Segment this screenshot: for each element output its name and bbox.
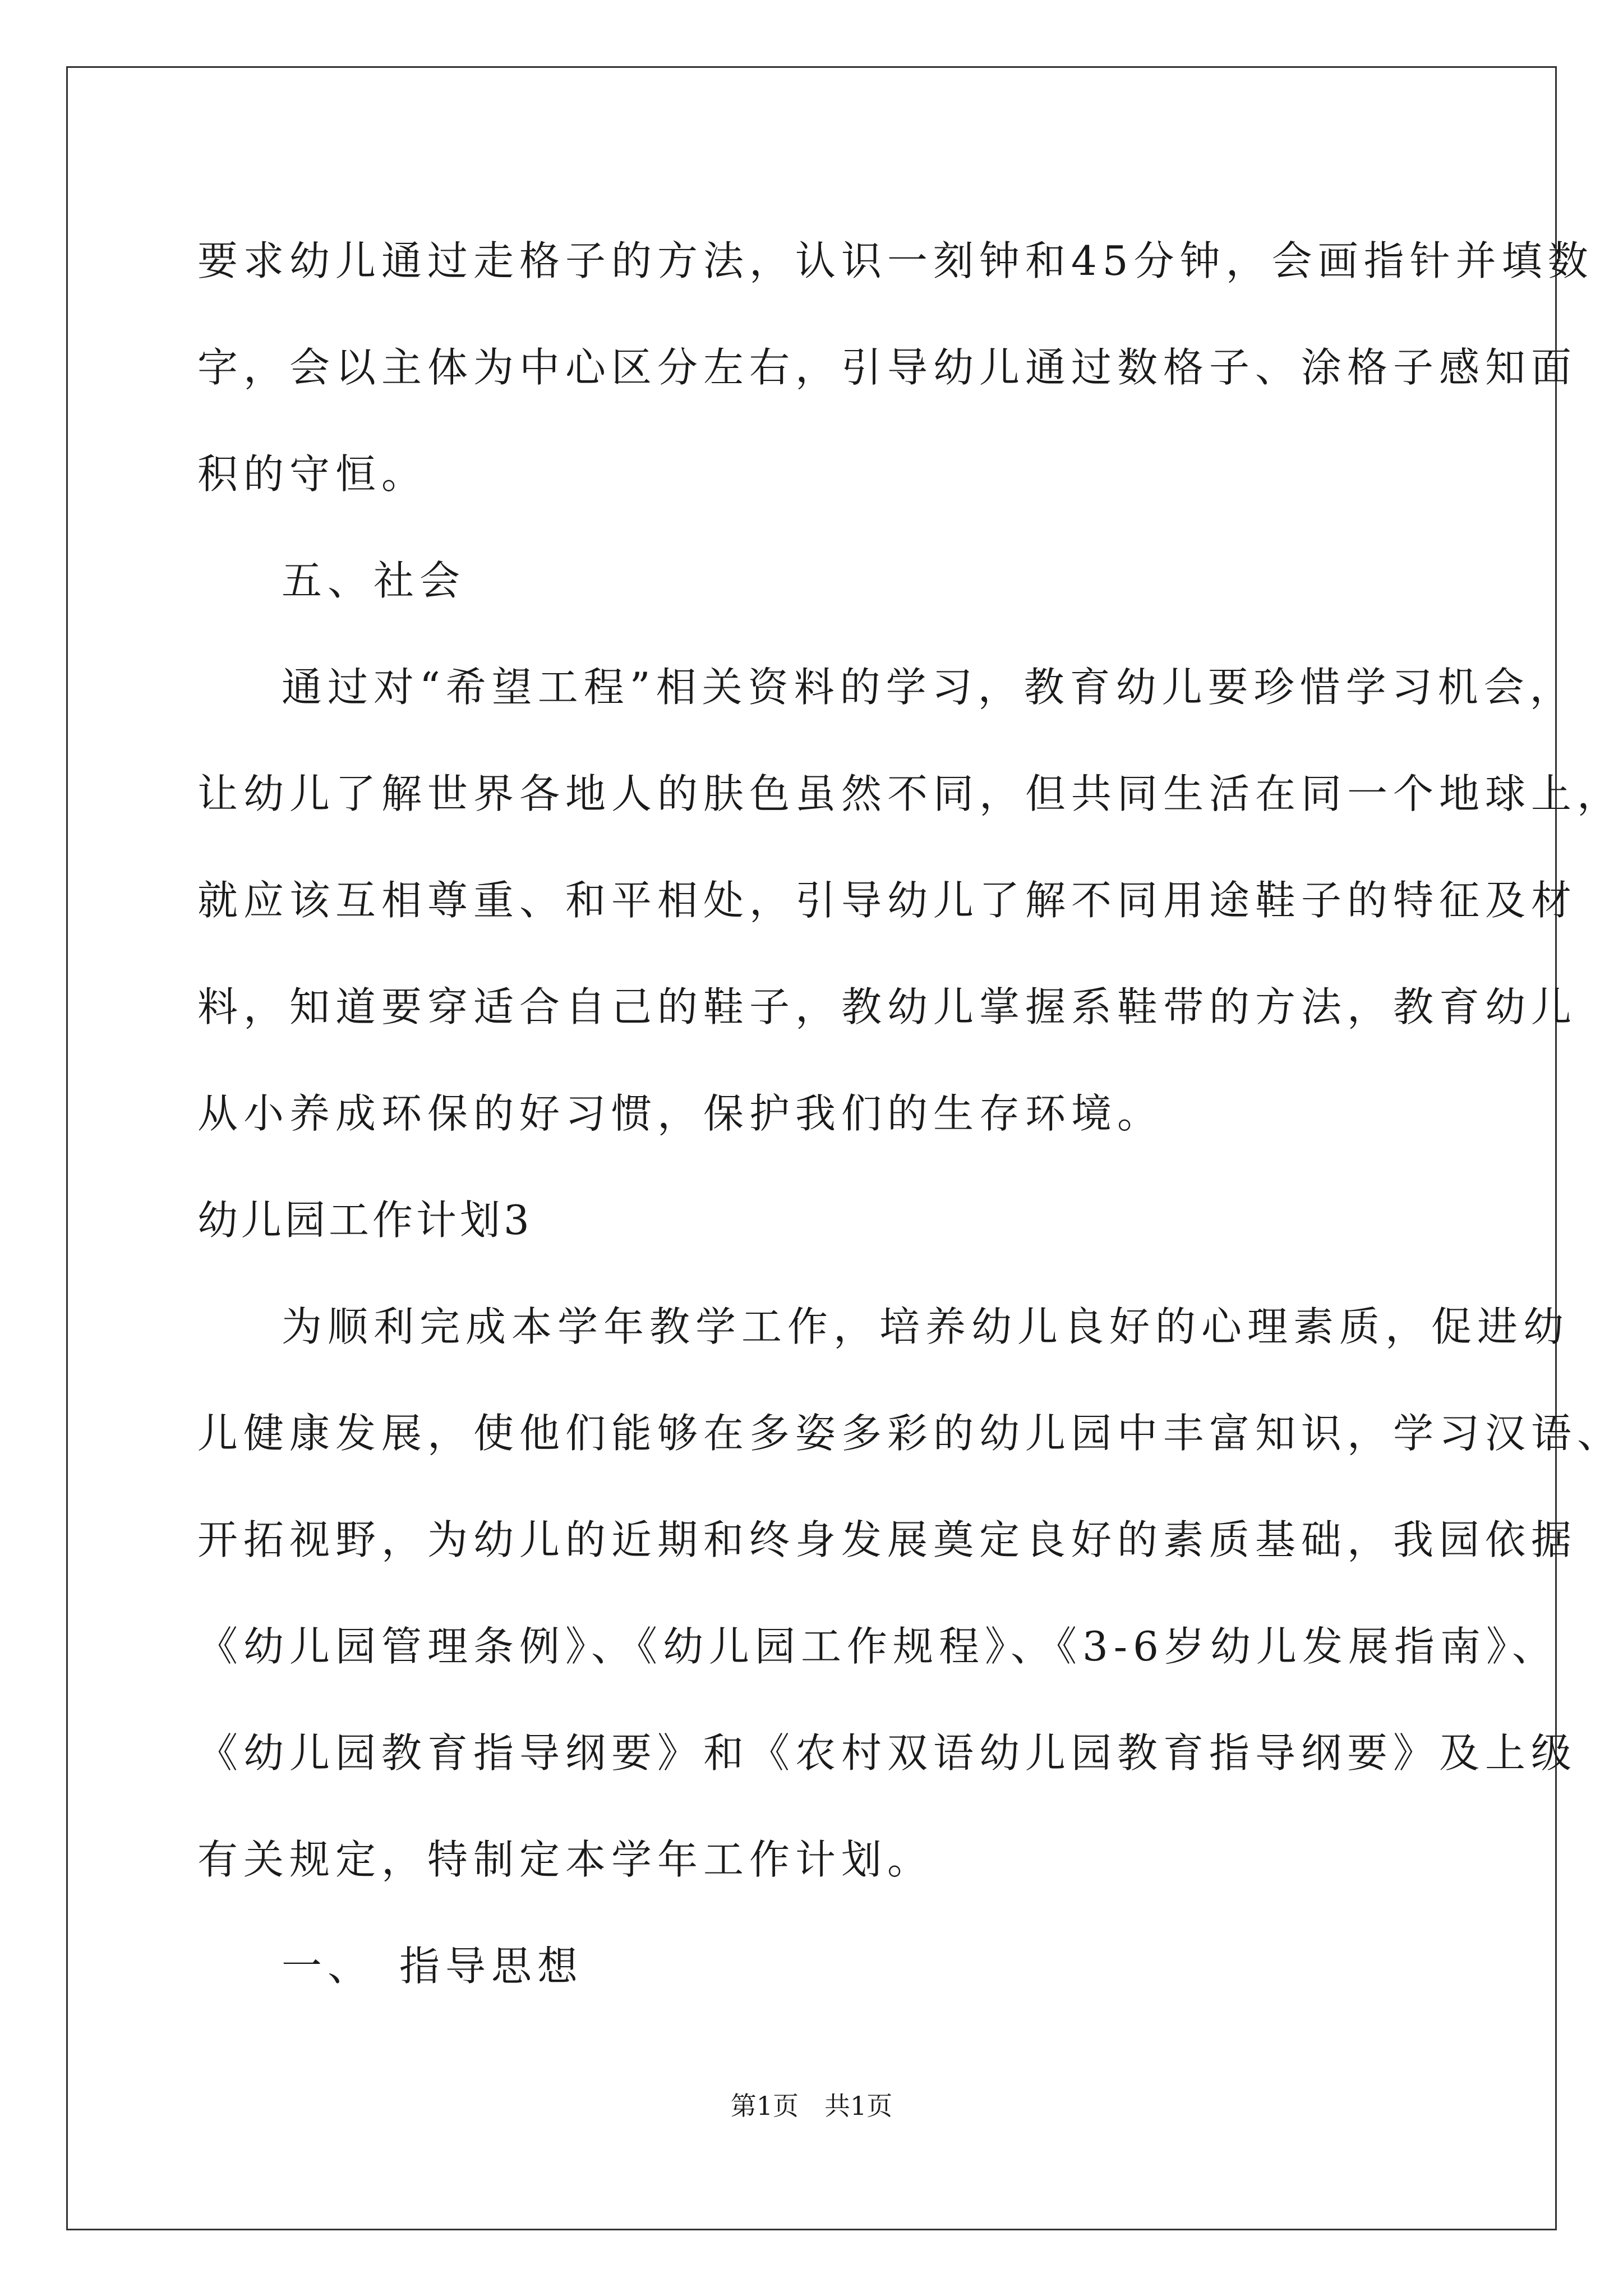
paragraph-line: 为顺利完成本学年教学工作，培养幼儿良好的心理素质，促进幼 bbox=[282, 1303, 1570, 1350]
document-body bbox=[197, 208, 1623, 2019]
paragraph-line: 从小养成环保的好习惯，保护我们的生存环境。 bbox=[197, 1090, 1164, 1137]
document-title: 幼儿园工作计划3 bbox=[197, 1197, 533, 1244]
page-number-footer: 第1页 共1页 bbox=[730, 2091, 893, 2121]
paragraph-line: 通过对“希望工程”相关资料的学习，教育幼儿要珍惜学习机会， bbox=[282, 664, 1576, 711]
paragraph-line: 就应该互相尊重、和平相处，引导幼儿了解不同用途鞋子的特征及材 bbox=[197, 877, 1578, 924]
paragraph-line: 有关规定，特制定本学年工作计划。 bbox=[197, 1836, 934, 1883]
paragraph-line: 让幼儿了解世界各地人的肤色虽然不同，但共同生活在同一个地球上， bbox=[197, 770, 1623, 817]
paragraph-line: 字，会以主体为中心区分左右，引导幼儿通过数格子、涂格子感知面 bbox=[197, 344, 1578, 391]
section-heading-guiding-ideology: 一、 指导思想 bbox=[282, 1943, 584, 1990]
paragraph-line: 《幼儿园管理条例》、《幼儿园工作规程》、《3-6岁幼儿发展指南》、 bbox=[197, 1623, 1558, 1670]
paragraph-line: 《幼儿园教育指导纲要》和《农村双语幼儿园教育指导纲要》及上级 bbox=[197, 1729, 1578, 1777]
paragraph-line: 开拓视野，为幼儿的近期和终身发展奠定良好的素质基础，我园依据 bbox=[197, 1516, 1578, 1563]
section-heading-social: 五、社会 bbox=[282, 557, 466, 604]
paragraph-line: 积的守恒。 bbox=[197, 450, 428, 498]
paragraph-line: 料，知道要穿适合自己的鞋子，教幼儿掌握系鞋带的方法，教育幼儿 bbox=[197, 983, 1578, 1030]
paragraph-line: 儿健康发展，使他们能够在多姿多彩的幼儿园中丰富知识，学习汉语、 bbox=[197, 1410, 1623, 1457]
paragraph-line: 要求幼儿通过走格子的方法，认识一刻钟和45分钟，会画指针并填数 bbox=[197, 237, 1594, 284]
